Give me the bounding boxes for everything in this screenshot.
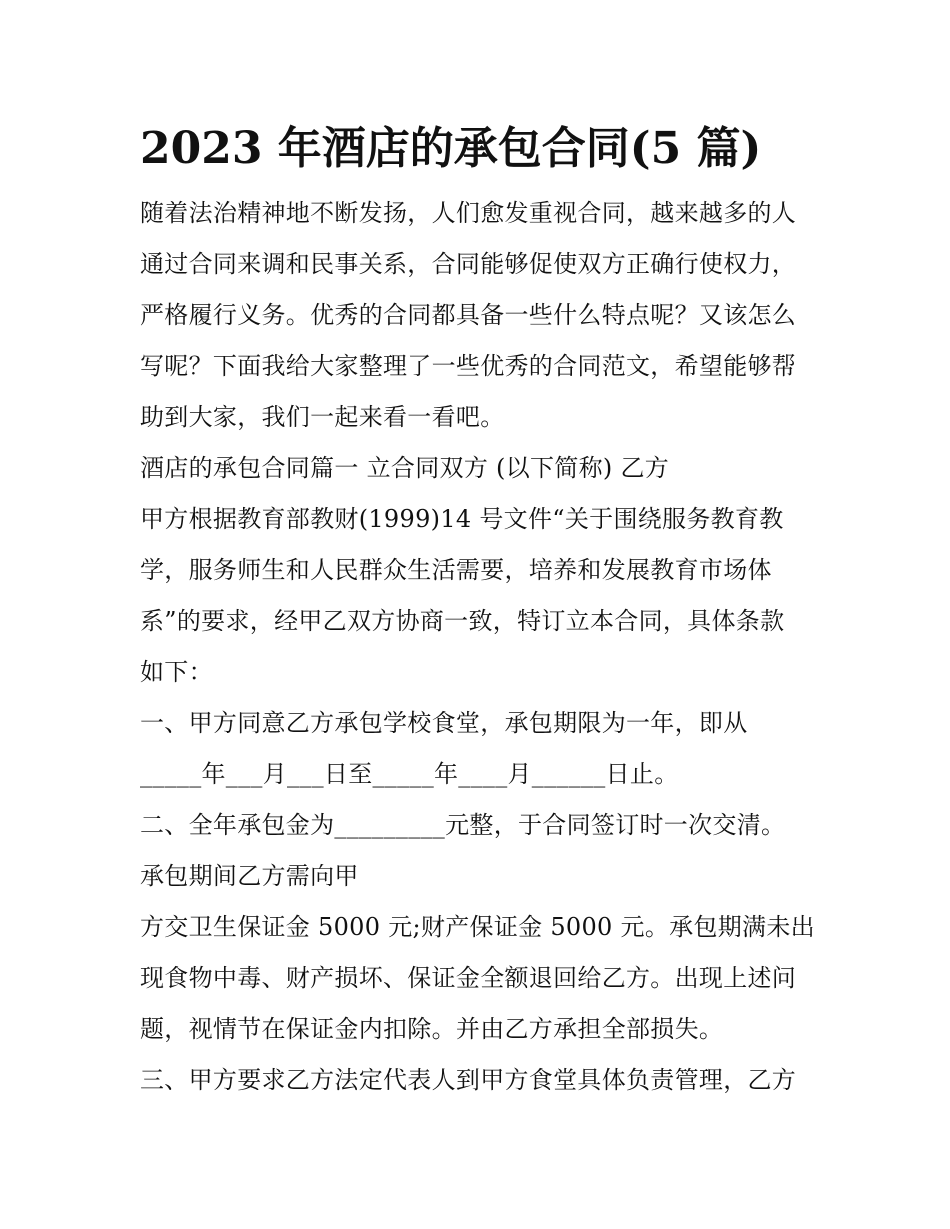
text-line: 助到大家，我们一起来看一看吧。 xyxy=(140,403,505,431)
clause-line: 三、甲方要求乙方法定代表人到甲方食堂具体负责管理，乙方 xyxy=(140,1066,797,1094)
document-title: 2023 年酒店的承包合同(5 篇) xyxy=(140,123,762,174)
clause-line: 二、全年承包金为_________元整，于合同签订时一次交清。 xyxy=(140,811,786,839)
text-line: 现食物中毒、财产损坏、保证金全额退回给乙方。出现上述问 xyxy=(140,964,797,992)
text-line: 承包期间乙方需向甲 xyxy=(140,862,359,890)
text-line: 学，服务师生和人民群众生活需要，培养和发展教育市场体 xyxy=(140,556,772,584)
text-line: 通过合同来调和民事关系，合同能够促使双方正确行使权力， xyxy=(140,250,797,278)
text-line: 方交卫生保证金 5000 元;财产保证金 5000 元。承包期满未出 xyxy=(140,913,815,941)
section-heading-line: 酒店的承包合同篇一 立合同双方 (以下简称) 乙方 xyxy=(140,454,670,482)
text-line: 如下： xyxy=(140,658,213,686)
text-line: 写呢？下面我给大家整理了一些优秀的合同范文，希望能够帮 xyxy=(140,352,797,380)
text-line: 甲方根据教育部教财(1999)14 号文件“关于围绕服务教育教 xyxy=(140,505,784,533)
text-line: 题，视情节在保证金内扣除。并由乙方承担全部损失。 xyxy=(140,1015,724,1043)
paragraph-lines xyxy=(140,188,820,1106)
text-line: 严格履行义务。优秀的合同都具备一些什么特点呢？又该怎么 xyxy=(140,301,797,329)
text-line: 随着法治精神地不断发扬，人们愈发重视合同，越来越多的人 xyxy=(140,199,797,227)
text-line: 系”的要求，经甲乙双方协商一致，特订立本合同，具体条款 xyxy=(140,607,785,635)
date-blank-line: _____年___月___日至_____年____月______日止。 xyxy=(140,760,679,788)
clause-line: 一、甲方同意乙方承包学校食堂，承包期限为一年，即从 xyxy=(140,709,748,737)
document-body xyxy=(140,118,820,1106)
